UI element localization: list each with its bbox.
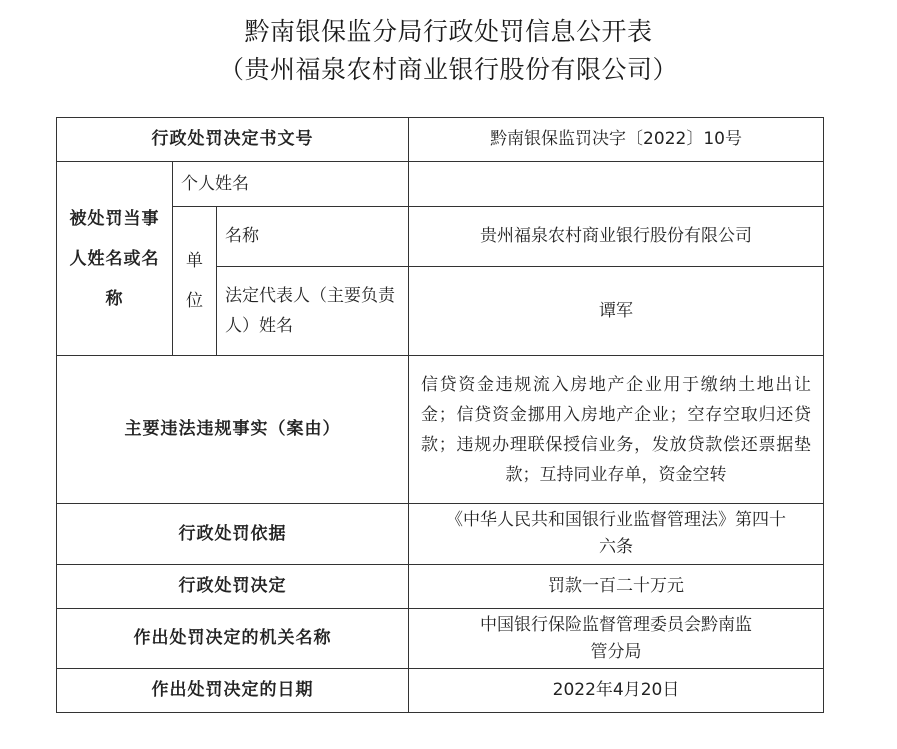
party-label: 被处罚当事人姓名或名称 xyxy=(57,162,173,356)
page-title: 黔南银保监分局行政处罚信息公开表 xyxy=(244,17,653,46)
facts-value: 信贷资金违规流入房地产企业用于缴纳土地出让金；信贷资金挪用入房地产企业；空存空取归还贷款；违规办理联保授信业务，发放贷款偿还票据垫款；互持同业存单，资金空转 xyxy=(409,356,824,504)
individual-name-label: 个人姓名 xyxy=(173,162,409,207)
unit-label: 单位 xyxy=(173,207,217,356)
individual-name-value xyxy=(409,162,824,207)
table-row xyxy=(57,669,824,713)
table-row xyxy=(57,565,824,609)
authority-value: 中国银行保险监督管理委员会黔南监管分局 xyxy=(409,609,824,669)
facts-label: 主要违法违规事实（案由） xyxy=(57,356,409,504)
doc-number-value: 黔南银保监罚决字〔2022〕10号 xyxy=(409,118,824,162)
basis-label: 行政处罚依据 xyxy=(57,504,409,565)
doc-number-label: 行政处罚决定书文号 xyxy=(57,118,409,162)
authority-label: 作出处罚决定的机关名称 xyxy=(57,609,409,669)
page-subtitle: （贵州福泉农村商业银行股份有限公司） xyxy=(218,55,678,84)
decision-value: 罚款一百二十万元 xyxy=(409,565,824,609)
basis-value: 《中华人民共和国银行业监督管理法》第四十六条 xyxy=(409,504,824,565)
unit-name-label: 名称 xyxy=(217,207,409,267)
table-row xyxy=(57,118,824,162)
date-label: 作出处罚决定的日期 xyxy=(57,669,409,713)
table-row xyxy=(57,162,824,207)
table-row xyxy=(57,504,824,565)
decision-label: 行政处罚决定 xyxy=(57,565,409,609)
date-value: 2022年4月20日 xyxy=(409,669,824,713)
penalty-info-table xyxy=(56,117,824,713)
table-row xyxy=(57,207,824,267)
legal-rep-label: 法定代表人（主要负责人）姓名 xyxy=(217,267,409,356)
table-row xyxy=(57,356,824,504)
legal-rep-value: 谭军 xyxy=(409,267,824,356)
table-row xyxy=(57,609,824,669)
unit-name-value: 贵州福泉农村商业银行股份有限公司 xyxy=(409,207,824,267)
